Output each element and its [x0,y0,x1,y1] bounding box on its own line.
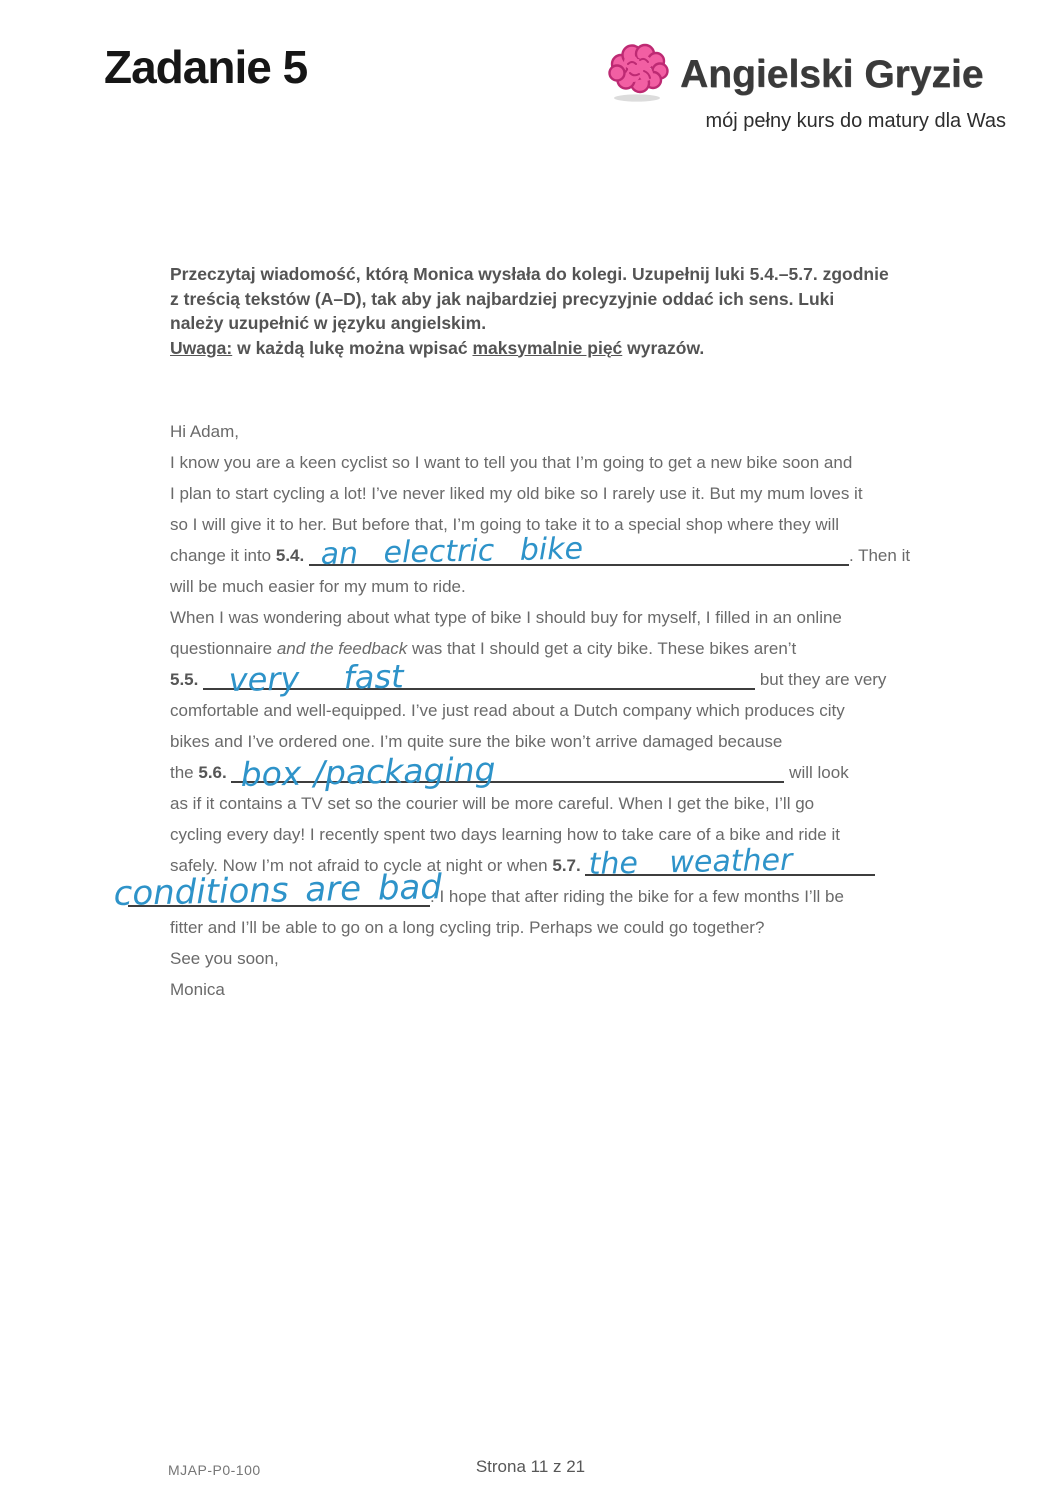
note-underlined: maksymalnie pięć [472,337,623,358]
handwritten-answer-5-7-part2: conditions are bad [113,867,443,914]
letter-signature: Monica [170,980,225,999]
letter-line: bikes and I’ve ordered one. I’m quite sure the bike won’t arrive damaged because [170,732,783,751]
handwritten-answer-5-7-part1: the weather [588,842,794,882]
answer-blank-5-5 [203,657,755,699]
letter-greeting: Hi Adam, [170,422,239,441]
brand-tagline: mój pełny kurs do matury dla Was [705,110,1006,132]
instruction-line-2: z treścią tekstów (A–D), tak aby jak najbardziej precyzyjnie oddać ich sens. Luki [170,288,835,309]
brain-icon [606,40,672,109]
answer-blank-5-4 [309,531,849,572]
gap-5-6-line [170,749,930,794]
note-label: Uwaga: [170,337,233,358]
letter-line: so I will give it to her. But before that, I’m going to take it to a special shop where they will [170,515,840,534]
letter-line: I know you are a keen cyclist so I want to tell you that I’m going to get a new bike soon and [170,453,853,472]
letter-closing: See you soon, [170,949,279,968]
note-end: wyrazów. [622,337,705,358]
letter-line-segment: was that I should get a city bike. These bikes aren’t [407,639,797,658]
handwritten-answer-5-5: very fast [228,657,405,699]
letter-line: When I was wondering about what type of bike I should buy for myself, I filled in an online [170,608,842,627]
letter-line: cycling every day! I recently spent two days learning how to take care of a bike and ride it [170,825,840,844]
gap-5-6-suffix: will look [784,763,849,782]
letter-line: will be much easier for my mum to ride. [170,577,466,596]
handwritten-answer-5-6: box /packaging [240,749,497,794]
gap-5-4-line [170,531,930,572]
letter-line: I plan to start cycling a lot! I’ve never liked my old bike so I rarely use it. But my mum loves it [170,484,863,503]
letter-line-segment: questionnaire [170,639,277,658]
answer-blank-5-6 [231,749,784,794]
gap-5-6-prefix: the [170,763,199,782]
task-instructions [170,262,930,360]
page-title: Zadanie 5 [104,41,308,93]
gap-5-7-prefix: safely. Now I’m not afraid to cycle at night or when [170,856,553,875]
instruction-line-3: należy uzupełnić w języku angielskim. [170,313,487,333]
letter-body [113,416,930,1005]
note-mid: w każdą lukę można wpisać [232,337,473,358]
gap-5-7-number: 5.7. [552,856,581,875]
footer-doc-code: MJAP-P0-100 [168,1462,261,1478]
gap-5-7-suffix: . I hope that after riding the bike for a few months I’ll be [430,887,844,906]
gap-5-5-number: 5.5. [170,670,199,689]
gap-5-7-line-2 [113,867,930,914]
handwritten-answer-5-4: an electric bike [320,531,584,572]
italic-segment: and the feedback [276,639,408,658]
gap-5-4-prefix: change it into [170,546,276,565]
instruction-note [170,336,930,361]
answer-blank-5-7-part2 [113,867,443,914]
footer-page-number: Strona 11 z 21 [475,1457,586,1476]
letter-line: fitter and I’ll be able to go on a long cycling trip. Perhaps we could go together? [170,918,765,937]
gap-5-4-suffix: . Then it [848,546,911,565]
instruction-line-1: Przeczytaj wiadomość, którą Monica wysłała do kolegi. Uzupełnij luki 5.4.–5.7. zgodnie [170,264,889,284]
gap-5-5-suffix: but they are very [755,670,887,689]
letter-line: comfortable and well-equipped. I’ve just read about a Dutch company which produces city [170,701,845,720]
letter-line: as if it contains a TV set so the courier will be more careful. When I get the bike, I’ll go [170,794,815,813]
brand-logo [606,40,1012,133]
answer-blank-5-7-part1 [585,842,875,882]
gap-5-4-number: 5.4. [275,546,305,565]
gap-5-5-line [170,657,930,699]
brand-name: Angielski Gryzie [680,52,984,96]
gap-5-6-number: 5.6. [198,763,227,782]
